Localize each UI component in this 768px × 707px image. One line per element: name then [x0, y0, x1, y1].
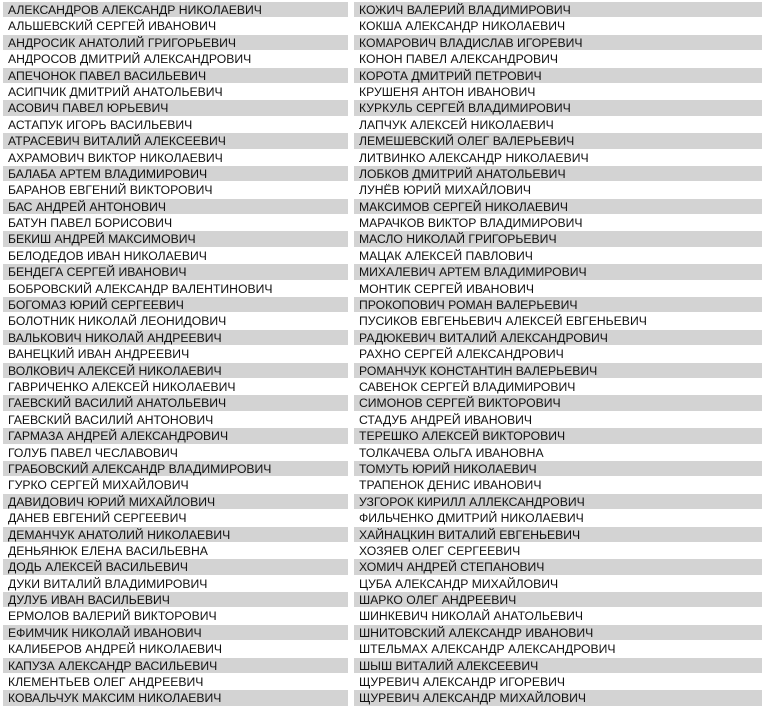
name-row: КОКША АЛЕКСАНДР НИКОЛАЕВИЧ: [354, 18, 762, 34]
name-row: МАКСИМОВ СЕРГЕЙ НИКОЛАЕВИЧ: [354, 199, 762, 215]
name-row: БЕКИШ АНДРЕЙ МАКСИМОВИЧ: [3, 231, 348, 247]
name-row: КРУШЕНЯ АНТОН ИВАНОВИЧ: [354, 84, 762, 100]
name-row: ХОЗЯЕВ ОЛЕГ СЕРГЕЕВИЧ: [354, 543, 762, 559]
name-row: КОНОН ПАВЕЛ АЛЕКСАНДРОВИЧ: [354, 51, 762, 67]
left-name-column: [3, 2, 348, 707]
name-row: ДУКИ ВИТАЛИЙ ВЛАДИМИРОВИЧ: [3, 576, 348, 592]
name-row: РОМАНЧУК КОНСТАНТИН ВАЛЕРЬЕВИЧ: [354, 363, 762, 379]
name-row: БОГОМАЗ ЮРИЙ СЕРГЕЕВИЧ: [3, 297, 348, 313]
name-row: ЕФИМЧИК НИКОЛАЙ ИВАНОВИЧ: [3, 625, 348, 641]
name-row: АЛЕКСАНДРОВ АЛЕКСАНДР НИКОЛАЕВИЧ: [3, 2, 348, 18]
name-row: АСОВИЧ ПАВЕЛ ЮРЬЕВИЧ: [3, 100, 348, 116]
name-row: ГРАБОВСКИЙ АЛЕКСАНДР ВЛАДИМИРОВИЧ: [3, 461, 348, 477]
name-row: ХАЙНАЦКИН ВИТАЛИЙ ЕВГЕНЬЕВИЧ: [354, 527, 762, 543]
name-row: КАЛИБЕРОВ АНДРЕЙ НИКОЛАЕВИЧ: [3, 641, 348, 657]
name-row: СТАДУБ АНДРЕЙ ИВАНОВИЧ: [354, 412, 762, 428]
name-row: ПРОКОПОВИЧ РОМАН ВАЛЕРЬЕВИЧ: [354, 297, 762, 313]
name-row: ГАРМАЗА АНДРЕЙ АЛЕКСАНДРОВИЧ: [3, 428, 348, 444]
name-row: ТРАПЕНОК ДЕНИС ИВАНОВИЧ: [354, 477, 762, 493]
name-row: ЛИТВИНКО АЛЕКСАНДР НИКОЛАЕВИЧ: [354, 150, 762, 166]
name-row: БАЛАБА АРТЕМ ВЛАДИМИРОВИЧ: [3, 166, 348, 182]
name-row: КОМАРОВИЧ ВЛАДИСЛАВ ИГОРЕВИЧ: [354, 35, 762, 51]
name-row: БАРАНОВ ЕВГЕНИЙ ВИКТОРОВИЧ: [3, 182, 348, 198]
name-row: БОЛОТНИК НИКОЛАЙ ЛЕОНИДОВИЧ: [3, 313, 348, 329]
name-row: ГАВРИЧЕНКО АЛЕКСЕЙ НИКОЛАЕВИЧ: [3, 379, 348, 395]
name-row: МАРАЧКОВ ВИКТОР ВЛАДИМИРОВИЧ: [354, 215, 762, 231]
name-row: МАСЛО НИКОЛАЙ ГРИГОРЬЕВИЧ: [354, 231, 762, 247]
name-row: ТОМУТЬ ЮРИЙ НИКОЛАЕВИЧ: [354, 461, 762, 477]
name-row: БОБРОВСКИЙ АЛЕКСАНДР ВАЛЕНТИНОВИЧ: [3, 281, 348, 297]
name-row: ЦУБА АЛЕКСАНДР МИХАЙЛОВИЧ: [354, 576, 762, 592]
name-row: УЗГОРОК КИРИЛЛ АЛЛЕКСАНДРОВИЧ: [354, 494, 762, 510]
name-row: ЩУРЕВИЧ АЛЕКСАНДР МИХАЙЛОВИЧ: [354, 690, 762, 706]
name-row: ВАЛЬКОВИЧ НИКОЛАЙ АНДРЕЕВИЧ: [3, 330, 348, 346]
name-row: БЕЛОДЕДОВ ИВАН НИКОЛАЕВИЧ: [3, 248, 348, 264]
name-row: ЕРМОЛОВ ВАЛЕРИЙ ВИКТОРОВИЧ: [3, 608, 348, 624]
name-row: ФИЛЬЧЕНКО ДМИТРИЙ НИКОЛАЕВИЧ: [354, 510, 762, 526]
name-row: БАТУН ПАВЕЛ БОРИСОВИЧ: [3, 215, 348, 231]
name-row: АПЕЧОНОК ПАВЕЛ ВАСИЛЬЕВИЧ: [3, 68, 348, 84]
name-row: ШНИТОВСКИЙ АЛЕКСАНДР ИВАНОВИЧ: [354, 625, 762, 641]
name-row: ДЕМАНЧУК АНАТОЛИЙ НИКОЛАЕВИЧ: [3, 527, 348, 543]
name-row: ШЫШ ВИТАЛИЙ АЛЕКСЕЕВИЧ: [354, 658, 762, 674]
name-row: МИХАЛЕВИЧ АРТЕМ ВЛАДИМИРОВИЧ: [354, 264, 762, 280]
name-row: ДАВИДОВИЧ ЮРИЙ МИХАЙЛОВИЧ: [3, 494, 348, 510]
name-row: АЛЬШЕВСКИЙ СЕРГЕЙ ИВАНОВИЧ: [3, 18, 348, 34]
name-row: ДЕНЬЯНЮК ЕЛЕНА ВАСИЛЬЕВНА: [3, 543, 348, 559]
name-row: ДУЛУБ ИВАН ВАСИЛЬЕВИЧ: [3, 592, 348, 608]
name-row: КОЖИЧ ВАЛЕРИЙ ВЛАДИМИРОВИЧ: [354, 2, 762, 18]
name-row: БЕНДЕГА СЕРГЕЙ ИВАНОВИЧ: [3, 264, 348, 280]
name-row: ГУРКО СЕРГЕЙ МИХАЙЛОВИЧ: [3, 477, 348, 493]
name-row: АТРАСЕВИЧ ВИТАЛИЙ АЛЕКСЕЕВИЧ: [3, 133, 348, 149]
name-row: КАПУЗА АЛЕКСАНДР ВАСИЛЬЕВИЧ: [3, 658, 348, 674]
name-row: АНДРОСИК АНАТОЛИЙ ГРИГОРЬЕВИЧ: [3, 35, 348, 51]
name-row: АСИПЧИК ДМИТРИЙ АНАТОЛЬЕВИЧ: [3, 84, 348, 100]
name-row: ДОДЬ АЛЕКСЕЙ ВАСИЛЬЕВИЧ: [3, 559, 348, 575]
name-row: ВАНЕЦКИЙ ИВАН АНДРЕЕВИЧ: [3, 346, 348, 362]
name-row: КУРКУЛЬ СЕРГЕЙ ВЛАДИМИРОВИЧ: [354, 100, 762, 116]
right-name-column: [354, 2, 762, 707]
name-row: ГАЕВСКИЙ ВАСИЛИЙ АНТОНОВИЧ: [3, 412, 348, 428]
name-row: БАС АНДРЕЙ АНТОНОВИЧ: [3, 199, 348, 215]
name-row: САВЕНОК СЕРГЕЙ ВЛАДИМИРОВИЧ: [354, 379, 762, 395]
name-row: ХОМИЧ АНДРЕЙ СТЕПАНОВИЧ: [354, 559, 762, 575]
name-row: СИМОНОВ СЕРГЕЙ ВИКТОРОВИЧ: [354, 395, 762, 411]
name-row: ПУСИКОВ ЕВГЕНЬЕВИЧ АЛЕКСЕЙ ЕВГЕНЬЕВИЧ: [354, 313, 762, 329]
name-row: ЛЕМЕШЕВСКИЙ ОЛЕГ ВАЛЕРЬЕВИЧ: [354, 133, 762, 149]
name-row: ШИНКЕВИЧ НИКОЛАЙ АНАТОЛЬЕВИЧ: [354, 608, 762, 624]
name-row: ТОЛКАЧЕВА ОЛЬГА ИВАНОВНА: [354, 445, 762, 461]
name-row: ШАРКО ОЛЕГ АНДРЕЕВИЧ: [354, 592, 762, 608]
name-row: ЩУРЕВИЧ АЛЕКСАНДР ИГОРЕВИЧ: [354, 674, 762, 690]
name-row: КЛЕМЕНТЬЕВ ОЛЕГ АНДРЕЕВИЧ: [3, 674, 348, 690]
name-row: МАЦАК АЛЕКСЕЙ ПАВЛОВИЧ: [354, 248, 762, 264]
name-row: ЛУНЁВ ЮРИЙ МИХАЙЛОВИЧ: [354, 182, 762, 198]
name-row: ДАНЕВ ЕВГЕНИЙ СЕРГЕЕВИЧ: [3, 510, 348, 526]
name-row: МОНТИК СЕРГЕЙ ИВАНОВИЧ: [354, 281, 762, 297]
name-row: ВОЛКОВИЧ АЛЕКСЕЙ НИКОЛАЕВИЧ: [3, 363, 348, 379]
name-row: ГОЛУБ ПАВЕЛ ЧЕСЛАВОВИЧ: [3, 445, 348, 461]
name-row: АНДРОСОВ ДМИТРИЙ АЛЕКСАНДРОВИЧ: [3, 51, 348, 67]
name-row: ТЕРЕШКО АЛЕКСЕЙ ВИКТОРОВИЧ: [354, 428, 762, 444]
name-row: РАХНО СЕРГЕЙ АЛЕКСАНДРОВИЧ: [354, 346, 762, 362]
name-row: КОРОТА ДМИТРИЙ ПЕТРОВИЧ: [354, 68, 762, 84]
name-row: АСТАПУК ИГОРЬ ВАСИЛЬЕВИЧ: [3, 117, 348, 133]
name-row: ЛАПЧУК АЛЕКСЕЙ НИКОЛАЕВИЧ: [354, 117, 762, 133]
name-row: ШТЕЛЬМАХ АЛЕКСАНДР АЛЕКСАНДРОВИЧ: [354, 641, 762, 657]
name-row: АХРАМОВИЧ ВИКТОР НИКОЛАЕВИЧ: [3, 150, 348, 166]
name-row: ЛОБКОВ ДМИТРИЙ АНАТОЛЬЕВИЧ: [354, 166, 762, 182]
name-row: РАДЮКЕВИЧ ВИТАЛИЙ АЛЕКСАНДРОВИЧ: [354, 330, 762, 346]
name-row: КОВАЛЬЧУК МАКСИМ НИКОЛАЕВИЧ: [3, 690, 348, 706]
name-row: ГАЕВСКИЙ ВАСИЛИЙ АНАТОЛЬЕВИЧ: [3, 395, 348, 411]
